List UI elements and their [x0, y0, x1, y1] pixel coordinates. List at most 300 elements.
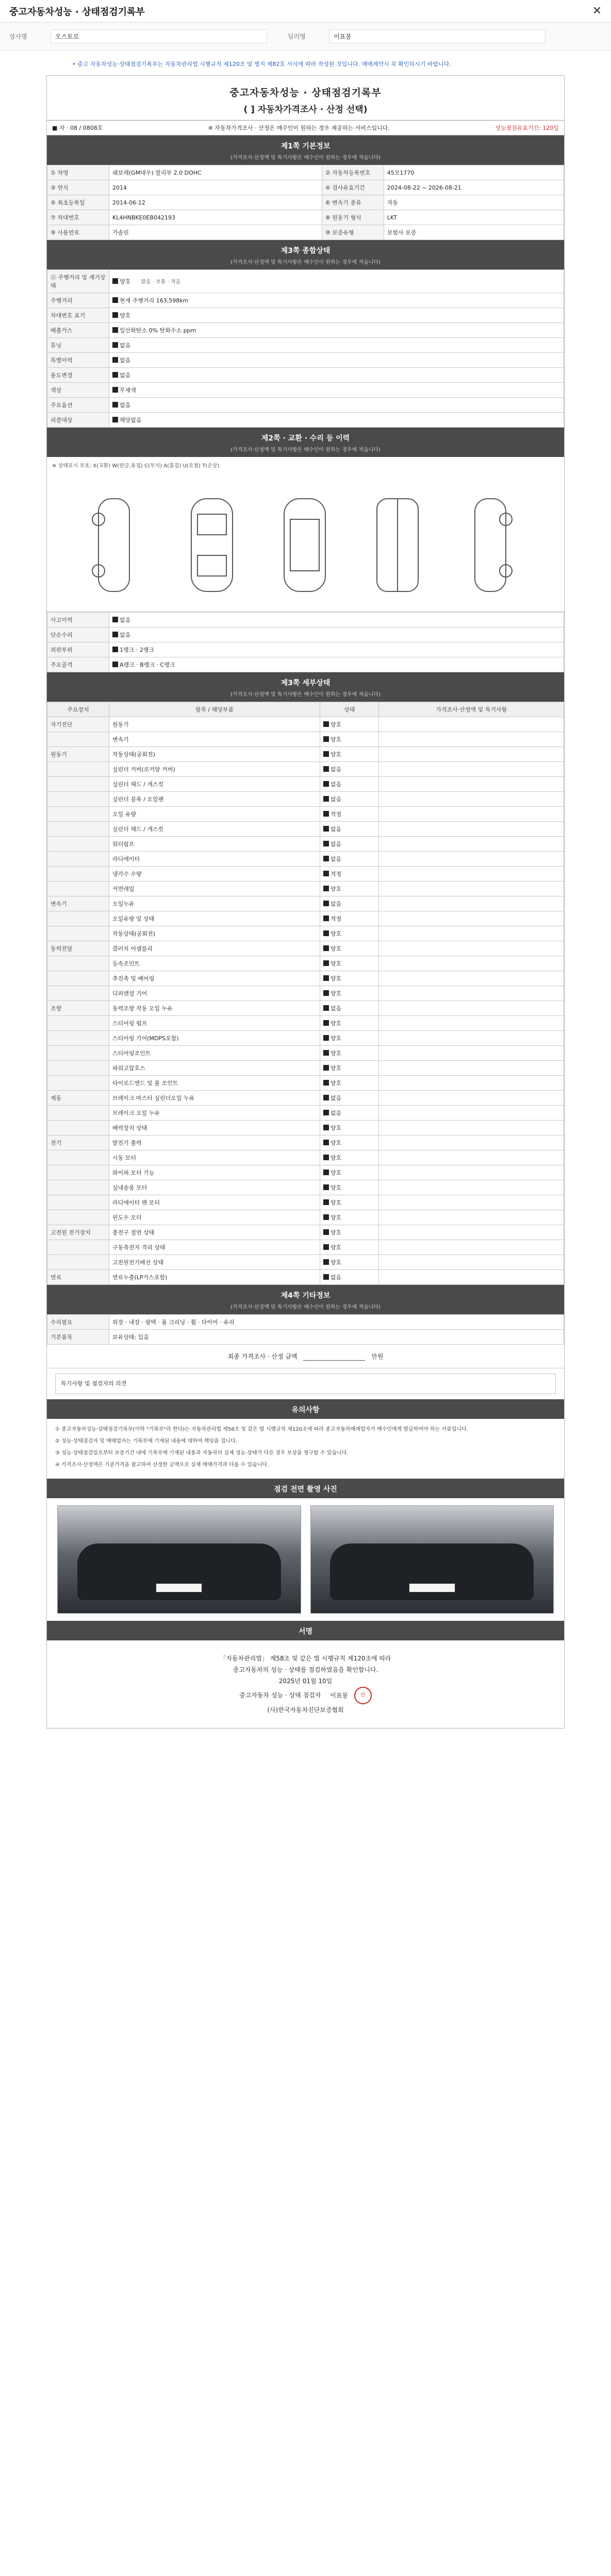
detail-status-cell	[320, 896, 379, 911]
detail-row	[47, 1180, 564, 1195]
checkbox[interactable]	[323, 1125, 329, 1130]
basic-key: ⑦ 차대번호	[47, 210, 109, 225]
detail-group	[47, 911, 109, 926]
checkbox[interactable]	[323, 1259, 329, 1265]
detail-status: 없음	[330, 901, 342, 907]
checkbox[interactable]	[112, 387, 118, 393]
detail-status: 양호	[330, 751, 342, 758]
checkbox[interactable]	[323, 975, 329, 981]
detail-note	[379, 1016, 564, 1031]
checkbox[interactable]	[112, 647, 118, 652]
status-key: ⑪ 주행거리 및 계기상태	[47, 270, 109, 293]
detail-row	[47, 1091, 564, 1106]
detail-note	[379, 1046, 564, 1061]
basic-value: 2014	[109, 180, 322, 195]
damage-value-cell	[109, 642, 564, 657]
detail-group	[47, 1046, 109, 1061]
photo-row	[47, 1498, 564, 1621]
detail-note	[379, 1225, 564, 1240]
status-row	[47, 338, 564, 353]
checkbox[interactable]	[112, 617, 118, 622]
status-row	[47, 398, 564, 413]
section-etc	[47, 1285, 564, 1314]
detail-status-cell	[320, 717, 379, 732]
detail-item: 와이퍼 모터 기능	[109, 1165, 320, 1180]
detail-item: 오일유량 및 상태	[109, 911, 320, 926]
status-value-cell	[109, 383, 564, 398]
detail-item: 원동기	[109, 717, 320, 732]
checkbox[interactable]	[323, 930, 329, 936]
status-row	[47, 323, 564, 338]
checkbox[interactable]	[323, 781, 329, 787]
checkbox[interactable]	[112, 327, 118, 333]
checkbox[interactable]	[323, 916, 329, 921]
basic-info-table	[47, 165, 564, 240]
checkbox[interactable]	[323, 945, 329, 951]
detail-status-cell	[320, 822, 379, 837]
company-value: 오스토로	[51, 29, 267, 43]
basic-key-2: ⑥ 변속기 종류	[322, 195, 384, 210]
detail-item: 충전구 절연 상태	[109, 1225, 320, 1240]
detail-group: 자기진단	[47, 717, 109, 732]
inspector-name: 이표봉	[330, 1691, 348, 1699]
basic-value: 가솔린	[109, 225, 322, 240]
status-value: 없음	[120, 402, 131, 409]
detail-group	[47, 1180, 109, 1195]
document-title: 중고자동차성능 · 상태점검기록부	[229, 87, 382, 98]
detail-status-cell	[320, 792, 379, 807]
detail-status-cell	[320, 837, 379, 852]
detail-status: 양호	[330, 1125, 342, 1131]
checkbox[interactable]	[112, 417, 118, 422]
detail-item: 오일 유량	[109, 807, 320, 822]
document-meta-note: ※ 자동차가격조사 · 산정은 매수인이 원하는 경우 제공하는 서비스입니다.	[208, 125, 390, 131]
detail-status: 양호	[330, 945, 342, 952]
basic-key: ① 차명	[47, 165, 109, 180]
dealer-label: 딜러명	[288, 33, 306, 40]
detail-note	[379, 1255, 564, 1270]
detail-status-cell	[320, 1136, 379, 1150]
detail-note	[379, 986, 564, 1001]
detail-status: 양호	[330, 1199, 342, 1206]
section-basic-title: 제1쪽 기본정보	[280, 142, 331, 150]
detail-status-cell	[320, 1225, 379, 1240]
checkbox[interactable]	[323, 990, 329, 996]
section-basic-subtitle: (가격조사·산정액 및 특기사항은 매수인이 원하는 경우에 적습니다)	[230, 155, 381, 161]
detail-status: 양호	[330, 1214, 342, 1221]
basic-row	[47, 165, 564, 180]
detail-row	[47, 911, 564, 926]
checkbox[interactable]	[112, 632, 118, 637]
detail-row	[47, 747, 564, 762]
detail-row	[47, 1061, 564, 1076]
checkbox[interactable]	[323, 1140, 329, 1145]
checkbox[interactable]	[323, 1005, 329, 1011]
detail-note	[379, 747, 564, 762]
detail-row	[47, 867, 564, 882]
status-value: 없음	[120, 357, 131, 364]
detail-group	[47, 762, 109, 777]
detail-status-cell	[320, 807, 379, 822]
checkbox[interactable]	[323, 1229, 329, 1235]
damage-value: A랭크 · B랭크 · C랭크	[120, 662, 175, 668]
detail-status-cell	[320, 867, 379, 882]
checkbox[interactable]	[323, 871, 329, 876]
detail-status: 양호	[330, 1065, 342, 1072]
detail-status-cell	[320, 986, 379, 1001]
detail-status-cell	[320, 1255, 379, 1270]
detail-group	[47, 792, 109, 807]
checkbox[interactable]	[112, 342, 118, 348]
damage-key: 단순수리	[47, 628, 109, 642]
detail-group	[47, 822, 109, 837]
basic-value: KL4HNBKE0EB042193	[109, 210, 322, 225]
checkbox[interactable]	[323, 1155, 329, 1160]
status-value-cell	[109, 413, 564, 428]
checkbox[interactable]	[323, 1184, 329, 1190]
checkbox[interactable]	[112, 278, 118, 284]
checkbox[interactable]	[323, 886, 329, 891]
basic-key: ③ 연식	[47, 180, 109, 195]
detail-row	[47, 762, 564, 777]
detail-group: 제동	[47, 1091, 109, 1106]
detail-status: 없음	[330, 796, 342, 803]
status-value-cell	[109, 270, 564, 293]
detail-status: 없음	[330, 1274, 342, 1281]
checkbox[interactable]	[112, 357, 118, 363]
detail-group: 조향	[47, 1001, 109, 1016]
status-row	[47, 353, 564, 368]
detail-item: 커먼레일	[109, 882, 320, 896]
detail-status: 양호	[330, 736, 342, 743]
section-photo-title: 점검 전면 촬영 사진	[274, 1485, 337, 1494]
detail-group: 고전원 전기장치	[47, 1225, 109, 1240]
car-top-rear-icon	[274, 494, 336, 597]
detail-group	[47, 882, 109, 896]
detail-note	[379, 1150, 564, 1165]
basic-key: ⑤ 최초등록일	[47, 195, 109, 210]
detail-status-cell	[320, 1210, 379, 1225]
detail-status: 양호	[330, 960, 342, 967]
detail-header-cell: 주요장치	[47, 702, 109, 717]
seal-stamp: 인	[354, 1687, 372, 1704]
license-plate	[409, 1583, 455, 1592]
status-value: 양호	[120, 312, 131, 319]
detail-group	[47, 1106, 109, 1121]
special-notes	[55, 1374, 556, 1394]
detail-status-cell	[320, 747, 379, 762]
detail-item: 동력조향 작동 오일 누유	[109, 1001, 320, 1016]
section-detail-subtitle: (가격조사·산정액 및 특기사항은 매수인이 원하는 경우에 적습니다)	[230, 692, 381, 698]
detail-item: 브레이크 마스터 실린더오일 누유	[109, 1091, 320, 1106]
detail-group	[47, 1165, 109, 1180]
detail-note	[379, 807, 564, 822]
detail-row	[47, 852, 564, 867]
checkbox[interactable]	[323, 1170, 329, 1175]
basic-row	[47, 225, 564, 240]
status-key: 리콜대상	[47, 413, 109, 428]
checkbox[interactable]	[323, 1065, 329, 1071]
checkbox[interactable]	[323, 856, 329, 861]
detail-group: 전기	[47, 1136, 109, 1150]
detail-note	[379, 882, 564, 896]
detail-status-cell	[320, 1031, 379, 1046]
document-subtitle: ( ] 자동차가격조사 · 산정 선택)	[243, 105, 368, 115]
detail-status-cell	[320, 1270, 379, 1285]
detail-note	[379, 1106, 564, 1121]
detail-group: 연료	[47, 1270, 109, 1285]
checkbox[interactable]	[323, 766, 329, 772]
checkbox[interactable]	[323, 1199, 329, 1205]
detail-note	[379, 1121, 564, 1136]
detail-item: 실린더 블록 / 오일팬	[109, 792, 320, 807]
detail-item: 스티어링 펌프	[109, 1016, 320, 1031]
section-damage	[47, 428, 564, 457]
company-label: 상사명	[9, 33, 27, 40]
detail-item: 등속조인트	[109, 956, 320, 971]
detail-status-cell	[320, 1150, 379, 1165]
checkbox[interactable]	[323, 796, 329, 802]
detail-row	[47, 792, 564, 807]
status-value-cell	[109, 368, 564, 383]
detail-row	[47, 1195, 564, 1210]
detail-group	[47, 971, 109, 986]
damage-table	[47, 612, 564, 672]
checkbox[interactable]	[112, 312, 118, 318]
checkbox[interactable]	[323, 901, 329, 906]
license-plate	[156, 1583, 202, 1592]
detail-item: 연료누출(LP가스포함)	[109, 1270, 320, 1285]
damage-row	[47, 628, 564, 642]
car-frame-icon	[367, 494, 428, 597]
sign-date: 2025년 01월 10일	[278, 1677, 333, 1685]
detail-status: 양호	[330, 1244, 342, 1251]
detail-row	[47, 986, 564, 1001]
basic-value: 2014-06-12	[109, 195, 322, 210]
detail-status-cell	[320, 926, 379, 941]
detail-item: 작동상태(공회전)	[109, 926, 320, 941]
detail-item: 시동 모터	[109, 1150, 320, 1165]
status-value: 현재 주행거리 163,598km	[120, 297, 189, 304]
detail-note	[379, 732, 564, 747]
basic-value-2: 자동	[384, 195, 564, 210]
damage-key: 주요골격	[47, 657, 109, 672]
detail-row	[47, 1150, 564, 1165]
checkbox[interactable]	[323, 960, 329, 966]
checkbox[interactable]	[323, 841, 329, 846]
detail-status-cell	[320, 1061, 379, 1076]
detail-row	[47, 1001, 564, 1016]
checkbox[interactable]	[323, 1050, 329, 1056]
status-value-cell	[109, 308, 564, 323]
damage-value-cell	[109, 657, 564, 672]
detail-item: 냉각수 수량	[109, 867, 320, 882]
detail-row	[47, 882, 564, 896]
detail-note	[379, 1001, 564, 1016]
checkbox[interactable]	[323, 1110, 329, 1115]
status-key: 주요옵션	[47, 398, 109, 413]
detail-note	[379, 762, 564, 777]
basic-row	[47, 180, 564, 195]
checkbox[interactable]	[323, 1035, 329, 1041]
detail-row	[47, 822, 564, 837]
checkbox[interactable]	[112, 402, 118, 408]
detail-status: 양호	[330, 1020, 342, 1027]
detail-status-cell	[320, 762, 379, 777]
detail-status: 없음	[330, 826, 342, 833]
detail-group	[47, 777, 109, 792]
car-right-side-icon	[459, 494, 521, 597]
detail-status: 양호	[330, 990, 342, 997]
detail-status-cell	[320, 1195, 379, 1210]
detail-item: 실린더 커버(로커암 커버)	[109, 762, 320, 777]
price-row	[47, 1345, 564, 1368]
status-row	[47, 293, 564, 308]
price-value	[303, 1353, 365, 1361]
organization-name: (사)한국자동차진단보증협회	[267, 1706, 344, 1714]
status-value: 일산화탄소 0% 탄화수소 ppm	[120, 327, 196, 334]
detail-row	[47, 1270, 564, 1285]
detail-item: 고전원전기배선 상태	[109, 1255, 320, 1270]
checkbox[interactable]	[112, 662, 118, 667]
detail-status: 적정	[330, 871, 342, 877]
status-table	[47, 269, 564, 428]
detail-note	[379, 1195, 564, 1210]
detail-item: 구동축전지 격리 상태	[109, 1240, 320, 1255]
section-damage-title: 제2쪽 · 교환 · 수리 등 이력	[261, 434, 350, 443]
checkbox[interactable]	[323, 1095, 329, 1100]
checkbox[interactable]	[323, 751, 329, 757]
detail-row	[47, 1046, 564, 1061]
price-unit: 만원	[371, 1353, 384, 1360]
detail-row	[47, 1225, 564, 1240]
checkbox[interactable]	[112, 297, 118, 303]
damage-key: 사고이력	[47, 613, 109, 628]
detail-row	[47, 1136, 564, 1150]
status-value-cell	[109, 338, 564, 353]
basic-value-2: 2024-08-22 ~ 2026-08-21	[384, 180, 564, 195]
checkbox[interactable]	[323, 736, 329, 742]
status-key: 배출가스	[47, 323, 109, 338]
checkbox[interactable]	[112, 372, 118, 378]
close-icon[interactable]: ✕	[592, 5, 602, 18]
detail-note	[379, 837, 564, 852]
detail-note	[379, 896, 564, 911]
detail-status-cell	[320, 941, 379, 956]
detail-item: 브레이크 오일 누유	[109, 1106, 320, 1121]
status-value-cell	[109, 398, 564, 413]
detail-group	[47, 1195, 109, 1210]
damage-row	[47, 642, 564, 657]
detail-status: 양호	[330, 1140, 342, 1146]
detail-item: 실린더 헤드 / 개스킷	[109, 822, 320, 837]
etc-value: 외장 · 내장 · 광택 · 룸 크리닝 · 휠 · 타이어 · 유리	[109, 1315, 564, 1330]
detail-row	[47, 1106, 564, 1121]
detail-row	[47, 1031, 564, 1046]
section-photo	[47, 1479, 564, 1498]
detail-group	[47, 926, 109, 941]
detail-status: 없음	[330, 781, 342, 788]
checkbox[interactable]	[323, 1244, 329, 1250]
guide-note: ④ 가격조사·산정액은 기준가격을 참고하여 산정한 금액으로 실제 매매가격과 다를 수 있습니다.	[55, 1462, 269, 1468]
detail-group: 동력전달	[47, 941, 109, 956]
detail-group	[47, 1076, 109, 1091]
guide-note: ③ 성능·상태점검일로부터 보증기간 내에 기록부에 기재된 내용과 자동차의 실제 성능·상태가 다른 경우 보상을 청구할 수 있습니다.	[55, 1450, 349, 1456]
detail-status-cell	[320, 882, 379, 896]
basic-key-2: ⑩ 보증유형	[322, 225, 384, 240]
damage-row	[47, 613, 564, 628]
detail-item: 클러치 어셈블리	[109, 941, 320, 956]
detail-item: 워터펌프	[109, 837, 320, 852]
detail-status-cell	[320, 852, 379, 867]
checkbox[interactable]	[323, 721, 329, 727]
status-key: 차대번호 표기	[47, 308, 109, 323]
status-value: 해당없음	[120, 417, 142, 423]
checkbox[interactable]	[323, 1020, 329, 1026]
car-left-side-icon	[83, 494, 145, 597]
detail-header-cell: 항목 / 해당부품	[109, 702, 320, 717]
detail-row	[47, 1240, 564, 1255]
detail-status: 양호	[330, 886, 342, 892]
status-value: 무채색	[120, 387, 136, 394]
damage-row	[47, 657, 564, 672]
detail-status-cell	[320, 1106, 379, 1121]
basic-key-2: ⑧ 원동기 형식	[322, 210, 384, 225]
status-key: 용도변경	[47, 368, 109, 383]
status-key: 특별이력	[47, 353, 109, 368]
detail-status-cell	[320, 1076, 379, 1091]
detail-table	[47, 702, 564, 1285]
detail-group	[47, 1121, 109, 1136]
checkbox[interactable]	[323, 1274, 329, 1280]
detail-row	[47, 777, 564, 792]
car-top-front-icon	[181, 494, 243, 597]
detail-row	[47, 896, 564, 911]
dealer-value: 이표봉	[329, 29, 546, 43]
detail-item: 라디에이터	[109, 852, 320, 867]
section-status-subtitle: (가격조사·산정액 및 특기사항은 매수인이 원하는 경우에 적습니다)	[230, 260, 381, 265]
detail-note	[379, 1240, 564, 1255]
inspection-document	[46, 75, 565, 1728]
checkbox[interactable]	[323, 826, 329, 832]
detail-status: 없음	[330, 1110, 342, 1116]
basic-key-2: ④ 검사유효기간	[322, 180, 384, 195]
status-value-cell	[109, 293, 564, 308]
checkbox[interactable]	[323, 1080, 329, 1086]
detail-row	[47, 717, 564, 732]
status-row	[47, 383, 564, 398]
signature-block	[47, 1640, 564, 1728]
detail-status: 없음	[330, 766, 342, 773]
detail-status: 양호	[330, 1184, 342, 1191]
detail-note	[379, 971, 564, 986]
damage-value-cell	[109, 613, 564, 628]
detail-item: 윈도우 모터	[109, 1210, 320, 1225]
notice-text: • 중고 자동차성능·상태점검기록부는 자동차관리법 시행규칙 제120조 및 별지 제82호 서식에 따라 작성된 것입니다. 매매계약시 꼭 확인하시기 바랍니다.	[72, 61, 451, 67]
section-etc-subtitle: (가격조사·산정액 및 특기사항은 매수인이 원하는 경우에 적습니다)	[230, 1304, 381, 1310]
damage-legend: ※ 상태표시 부호: X(교환) W(판금,용접) C(부식) A(흠집) U(요철) T(손상)	[52, 463, 220, 469]
detail-status-cell	[320, 1121, 379, 1136]
detail-item: 스티어링조인트	[109, 1046, 320, 1061]
checkbox[interactable]	[323, 1214, 329, 1220]
checkbox[interactable]	[323, 811, 329, 817]
detail-item: 타이로드엔드 및 볼 조인트	[109, 1076, 320, 1091]
detail-status: 양호	[330, 1170, 342, 1176]
detail-note	[379, 1165, 564, 1180]
basic-value-2: 45모1770	[384, 165, 564, 180]
detail-note	[379, 867, 564, 882]
detail-group	[47, 1061, 109, 1076]
